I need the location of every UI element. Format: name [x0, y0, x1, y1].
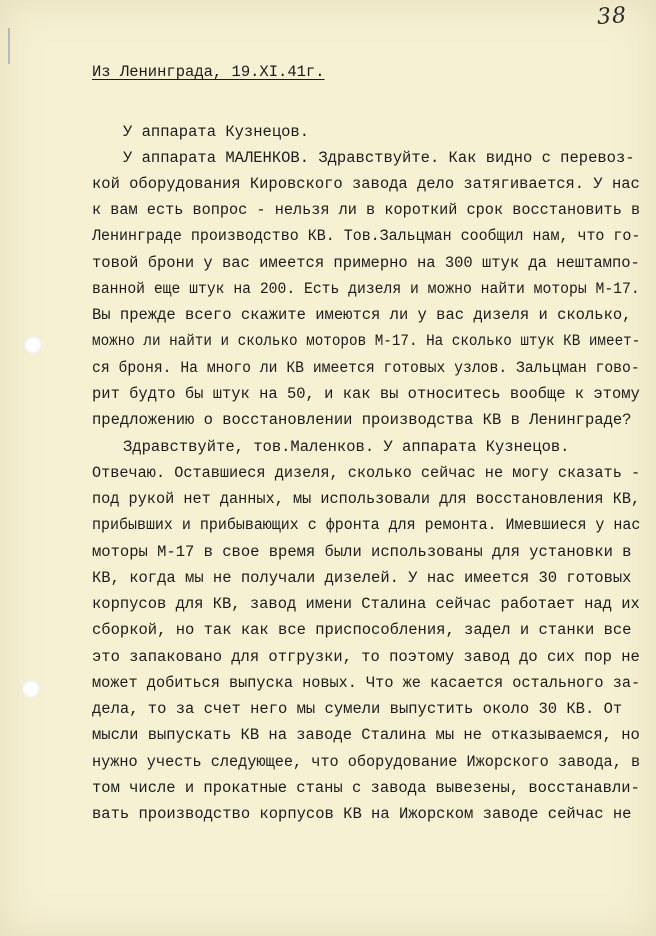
text-line: моторы М-17 в свое время были использованы для установки в — [92, 543, 632, 561]
document-heading: Из Ленинграда, 19.XI.41г. — [92, 63, 325, 81]
text-line: У аппарата Кузнецов. — [123, 123, 310, 141]
text-line: нужно учесть следующее, что оборудование Ижорского завода, в — [92, 753, 641, 771]
text-line: том числе и прокатные станы с завода вывезены, восстанавли- — [92, 779, 640, 797]
text-line: Здравствуйте, тов.Маленков. У аппарата Кузнецов. — [123, 438, 570, 456]
text-line: товой брони у вас имеется примерно на 300 штук да нештампо- — [92, 254, 640, 272]
text-line: дела, то за счет него мы сумели выпустить около 30 КВ. От — [92, 700, 623, 718]
page-number: 38 — [596, 2, 628, 31]
text-line: кой оборудования Кировского завода дело затягивается. У нас — [92, 175, 640, 193]
text-line: прибывших и прибывающих с фронта для ремонта. Имевшиеся у нас — [92, 516, 641, 534]
text-line: КВ, когда мы не получали дизелей. У нас имеется 30 готовых — [92, 569, 632, 587]
text-line: У аппарата МАЛЕНКОВ. Здравствуйте. Как видно с перевоз- — [123, 149, 635, 167]
margin-mark — [8, 28, 10, 64]
text-line: мысли выпускать КВ на заводе Сталина мы не отказываемся, но — [92, 726, 640, 744]
text-line: корпусов для КВ, завод имени Сталина сейчас работает над их — [92, 595, 640, 613]
punch-hole — [24, 336, 42, 354]
text-line: можно ли найти и сколько моторов М-17. На сколько штук КВ имеет- — [92, 332, 641, 350]
text-line: Вы прежде всего скажите имеются ли у вас дизеля и сколько, — [92, 306, 632, 324]
text-line: под рукой нет данных, мы использовали для восстановления КВ, — [92, 490, 641, 508]
text-line: может добиться выпуска новых. Что же касается остального за- — [92, 674, 641, 692]
text-line: к вам есть вопрос - нельзя ли в короткий срок восстановить в — [92, 201, 641, 219]
text-line: ванной еще штук на 200. Есть дизеля и можно найти моторы М-17. — [92, 280, 640, 298]
text-line: вать производство корпусов КВ на Ижорском заводе сейчас не — [92, 805, 632, 823]
text-line: сборкой, но так как все приспособления, задел и станки все — [92, 621, 632, 639]
text-line: ся броня. На много ли КВ имеется готовых узлов. Зальцман гово- — [92, 359, 640, 377]
text-line: рит будто бы штук на 50, и как вы относитесь вообще к этому — [92, 385, 640, 403]
text-line: Отвечаю. Оставшиеся дизеля, сколько сейчас не могу сказать - — [92, 464, 641, 482]
punch-hole — [22, 680, 40, 698]
text-line: Ленинграде производство КВ. Тов.Зальцман сообщил нам, что го- — [92, 227, 641, 245]
text-line: это запаковано для отгрузки, то поэтому завод до сих пор не — [92, 648, 640, 666]
text-line: предложению о восстановлении производства КВ в Ленинграде? — [92, 411, 632, 429]
